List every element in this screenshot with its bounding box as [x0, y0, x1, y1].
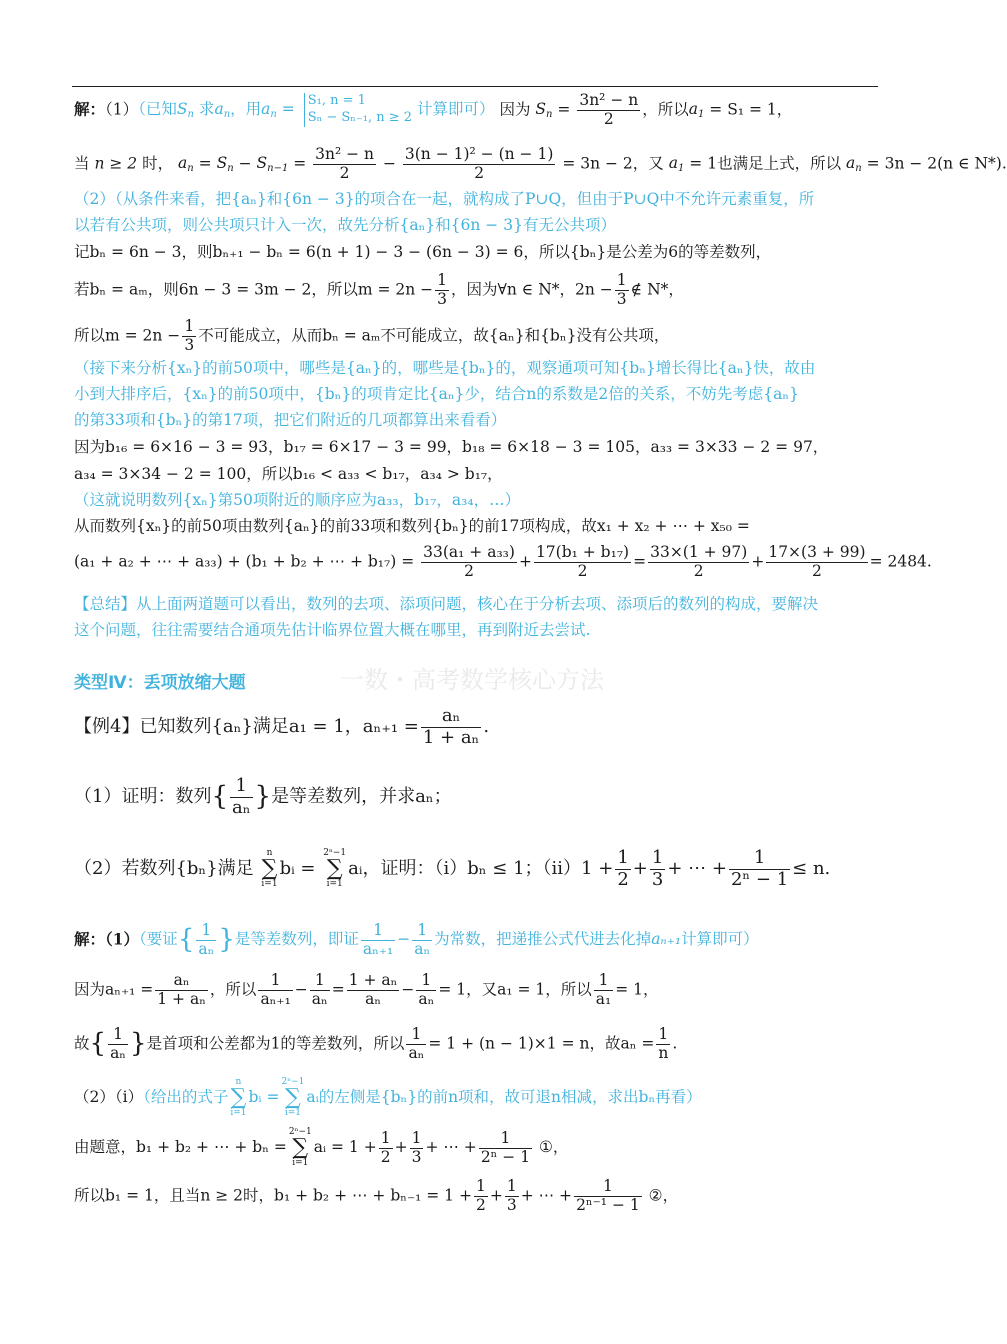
solution-line-1: 解：（1）（已知$S_n$ 求$a_n$，用$a_n = S_1$, n = 1 Sₙ − Sₙ₋₁, n ≥ 2 计算即可） 因为 $S_n$ = $\frac{\text{3n² − n}}{2}$ ，所以$a_1 = S_1 = 1$，	[74, 91, 793, 128]
solution-line-15: (a₁ + a₂ + ⋯ + a₃₃) + (b₁ + b₂ + ⋯ + b₁₇) = $\frac{\text{33(a₁ + a₃₃)}}{2}$ + $\frac{\text{17(b₁ + b₁₇)}}{2}$ = $\frac{33\times(1 + 97)}{2}$ + $\frac{17\times(3 + 99)}{2}$ = 2484.	[74, 543, 932, 580]
hint-line-3: （2）（从条件来看，把{aₙ}和{6n − 3}的项合在一起，就构成了P∪Q，但由于P∪Q中不允许元素重复，所	[74, 190, 815, 208]
hint-line-13: （这就说明数列{xₙ}第50项附近的顺序应为a₃₃，b₁₇，a₃₄，…）	[74, 491, 521, 509]
top-rule	[72, 86, 878, 87]
solution-step-5: 由题意，b₁ + b₂ + ⋯ + bₙ = 2ⁿ−1 ∑ i=1 aᵢ = 1 + $\frac{1}{2}$ + $\frac{1}{3}$ + ⋯ + $\frac{1}{\text{2ⁿ − 1}}$ ①，	[74, 1127, 569, 1168]
example-4-statement: 【例4】已知数列{aₙ}满足a₁ = 1，aₙ₊₁ = $\frac{\text{aₙ}}{\text{1 + aₙ}}$ .	[74, 705, 490, 748]
solution-step-2: 因为aₙ₊₁ = $\frac{\text{aₙ}}{\text{1 + aₙ}}$ ，所以 $\frac{1}{\text{aₙ₊₁}}$ − $\frac{1}{\text{aₙ}}$ = $\frac{\text{1 + aₙ}}{\text{aₙ}}$ − $\frac{1}{\text{aₙ}}$ = 1，又a₁ = 1，所以 $\frac{1}{\text{a₁}}$ = 1，	[74, 971, 659, 1008]
question-2: （2）若数列{bₙ}满足 n ∑ i=1 bᵢ = 2ⁿ−1 ∑ i=1 aᵢ，证明：（i）bₙ ≤ 1；（ii）1 + $\frac{1}{2}$ + $\frac{1}{3}$ + ⋯ + $\frac{1}{\text{2ⁿ − 1}}$ ≤ n.	[74, 847, 831, 890]
solution-part-1-hint: 解：（1）（要证{ $\frac{1}{\text{aₙ}}$ }是等差数列，即证 $\frac{1}{\text{aₙ₊₁}}$ − $\frac{1}{\text{aₙ}}$ 为常数，把递推公式代进去化掉aₙ₊₁计算即可）	[74, 921, 759, 958]
solution-line-6: 若bₙ = aₘ，则6n − 3 = 3m − 2，所以m = 2n − $\frac{1}{3}$ ，因为∀n ∈ N*，2n − $\frac{1}{3}$ ∉ N*，	[74, 271, 684, 308]
summary-line-1: 【总结】从上面两道题可以看出，数列的去项、添项问题，核心在于分析去项、添项后的数列的构成，要解决	[74, 595, 819, 613]
hint-line-9: 小到大排序后，{xₙ}的前50项中，{bₙ}的项肯定比{aₙ}少，结合n的系数是2倍的关系，不妨先考虑{aₙ}	[74, 385, 799, 403]
hint-line-4: 以若有公共项，则公共项只计入一次，故先分析{aₙ}和{6n − 3}有无公共项）	[74, 216, 616, 234]
solution-line-14: 从而数列{xₙ}的前50项由数列{aₙ}的前33项和数列{bₙ}的前17项构成，故x₁ + x₂ + ⋯ + x₅₀ =	[74, 517, 750, 535]
question-1: （1）证明：数列{ $\frac{1}{\text{aₙ}}$ }是等差数列，并求aₙ；	[74, 775, 452, 818]
summary-line-2: 这个问题，往往需要结合通项先估计临界位置大概在哪里，再到附近去尝试.	[74, 621, 591, 639]
solution-step-3: 故{ $\frac{1}{\text{aₙ}}$ }是首项和公差都为1的等差数列，所以 $\frac{1}{\text{aₙ}}$ = 1 + (n − 1)×1 = n，故aₙ = $\frac{1}{n}$ .	[74, 1025, 678, 1062]
hint-line-10: 的第33项和{bₙ}的第17项，把它们附近的几项都算出来看看）	[74, 411, 507, 429]
solution-step-6: 所以b₁ = 1，且当n ≥ 2时，b₁ + b₂ + ⋯ + bₙ₋₁ = 1 + $\frac{1}{2}$ + $\frac{1}{3}$ + ⋯ + $\frac{1}{\text{2ⁿ⁻¹ − 1}}$ ②，	[74, 1177, 679, 1214]
hint-line-8: （接下来分析{xₙ}的前50项中，哪些是{aₙ}的，哪些是{bₙ}的，观察通项可知{bₙ}增长得比{aₙ}快，故由	[74, 359, 816, 377]
watermark: 一数・高考数学核心方法	[340, 666, 604, 694]
solution-part-2-hint: （2）（i）（给出的式子 n ∑ i=1 bᵢ = 2ⁿ−1 ∑ i=1 aᵢ的左侧是{bₙ}的前n项和，故可退n相减，求出bₙ再看）	[74, 1077, 702, 1118]
solution-line-2: 当 n ≥ 2 时， $a_n = S_n - S_{n-1}$ = $\frac{\text{3n² − n}}{2}$ − $\frac{\text{3(n − 1)² − (n − 1)}}{2}$ = 3n − 2，又 $a_1 = 1$也满足上式，所以 $a_n = 3n - 2(n$ ∈ N*).	[74, 145, 1007, 182]
solution-line-12: a₃₄ = 3×34 − 2 = 100，所以b₁₆ < a₃₃ < b₁₇，a₃₄ > b₁₇，	[74, 465, 503, 483]
solution-line-7: 所以m = 2n − $\frac{1}{3}$ 不可能成立，从而bₙ = aₘ不可能成立，故{aₙ}和{bₙ}没有公共项，	[74, 317, 670, 354]
solution-line-5: 记bₙ = 6n − 3，则bₙ₊₁ − bₙ = 6(n + 1) − 3 − (6n − 3) = 6，所以{bₙ}是公差为6的等差数列，	[74, 243, 772, 261]
section-heading: 类型Ⅳ：丢项放缩大题	[74, 673, 246, 693]
solution-line-11: 因为b₁₆ = 6×16 − 3 = 93，b₁₇ = 6×17 − 3 = 99，b₁₈ = 6×18 − 3 = 105，a₃₃ = 3×33 − 2 = 97，	[74, 438, 829, 456]
